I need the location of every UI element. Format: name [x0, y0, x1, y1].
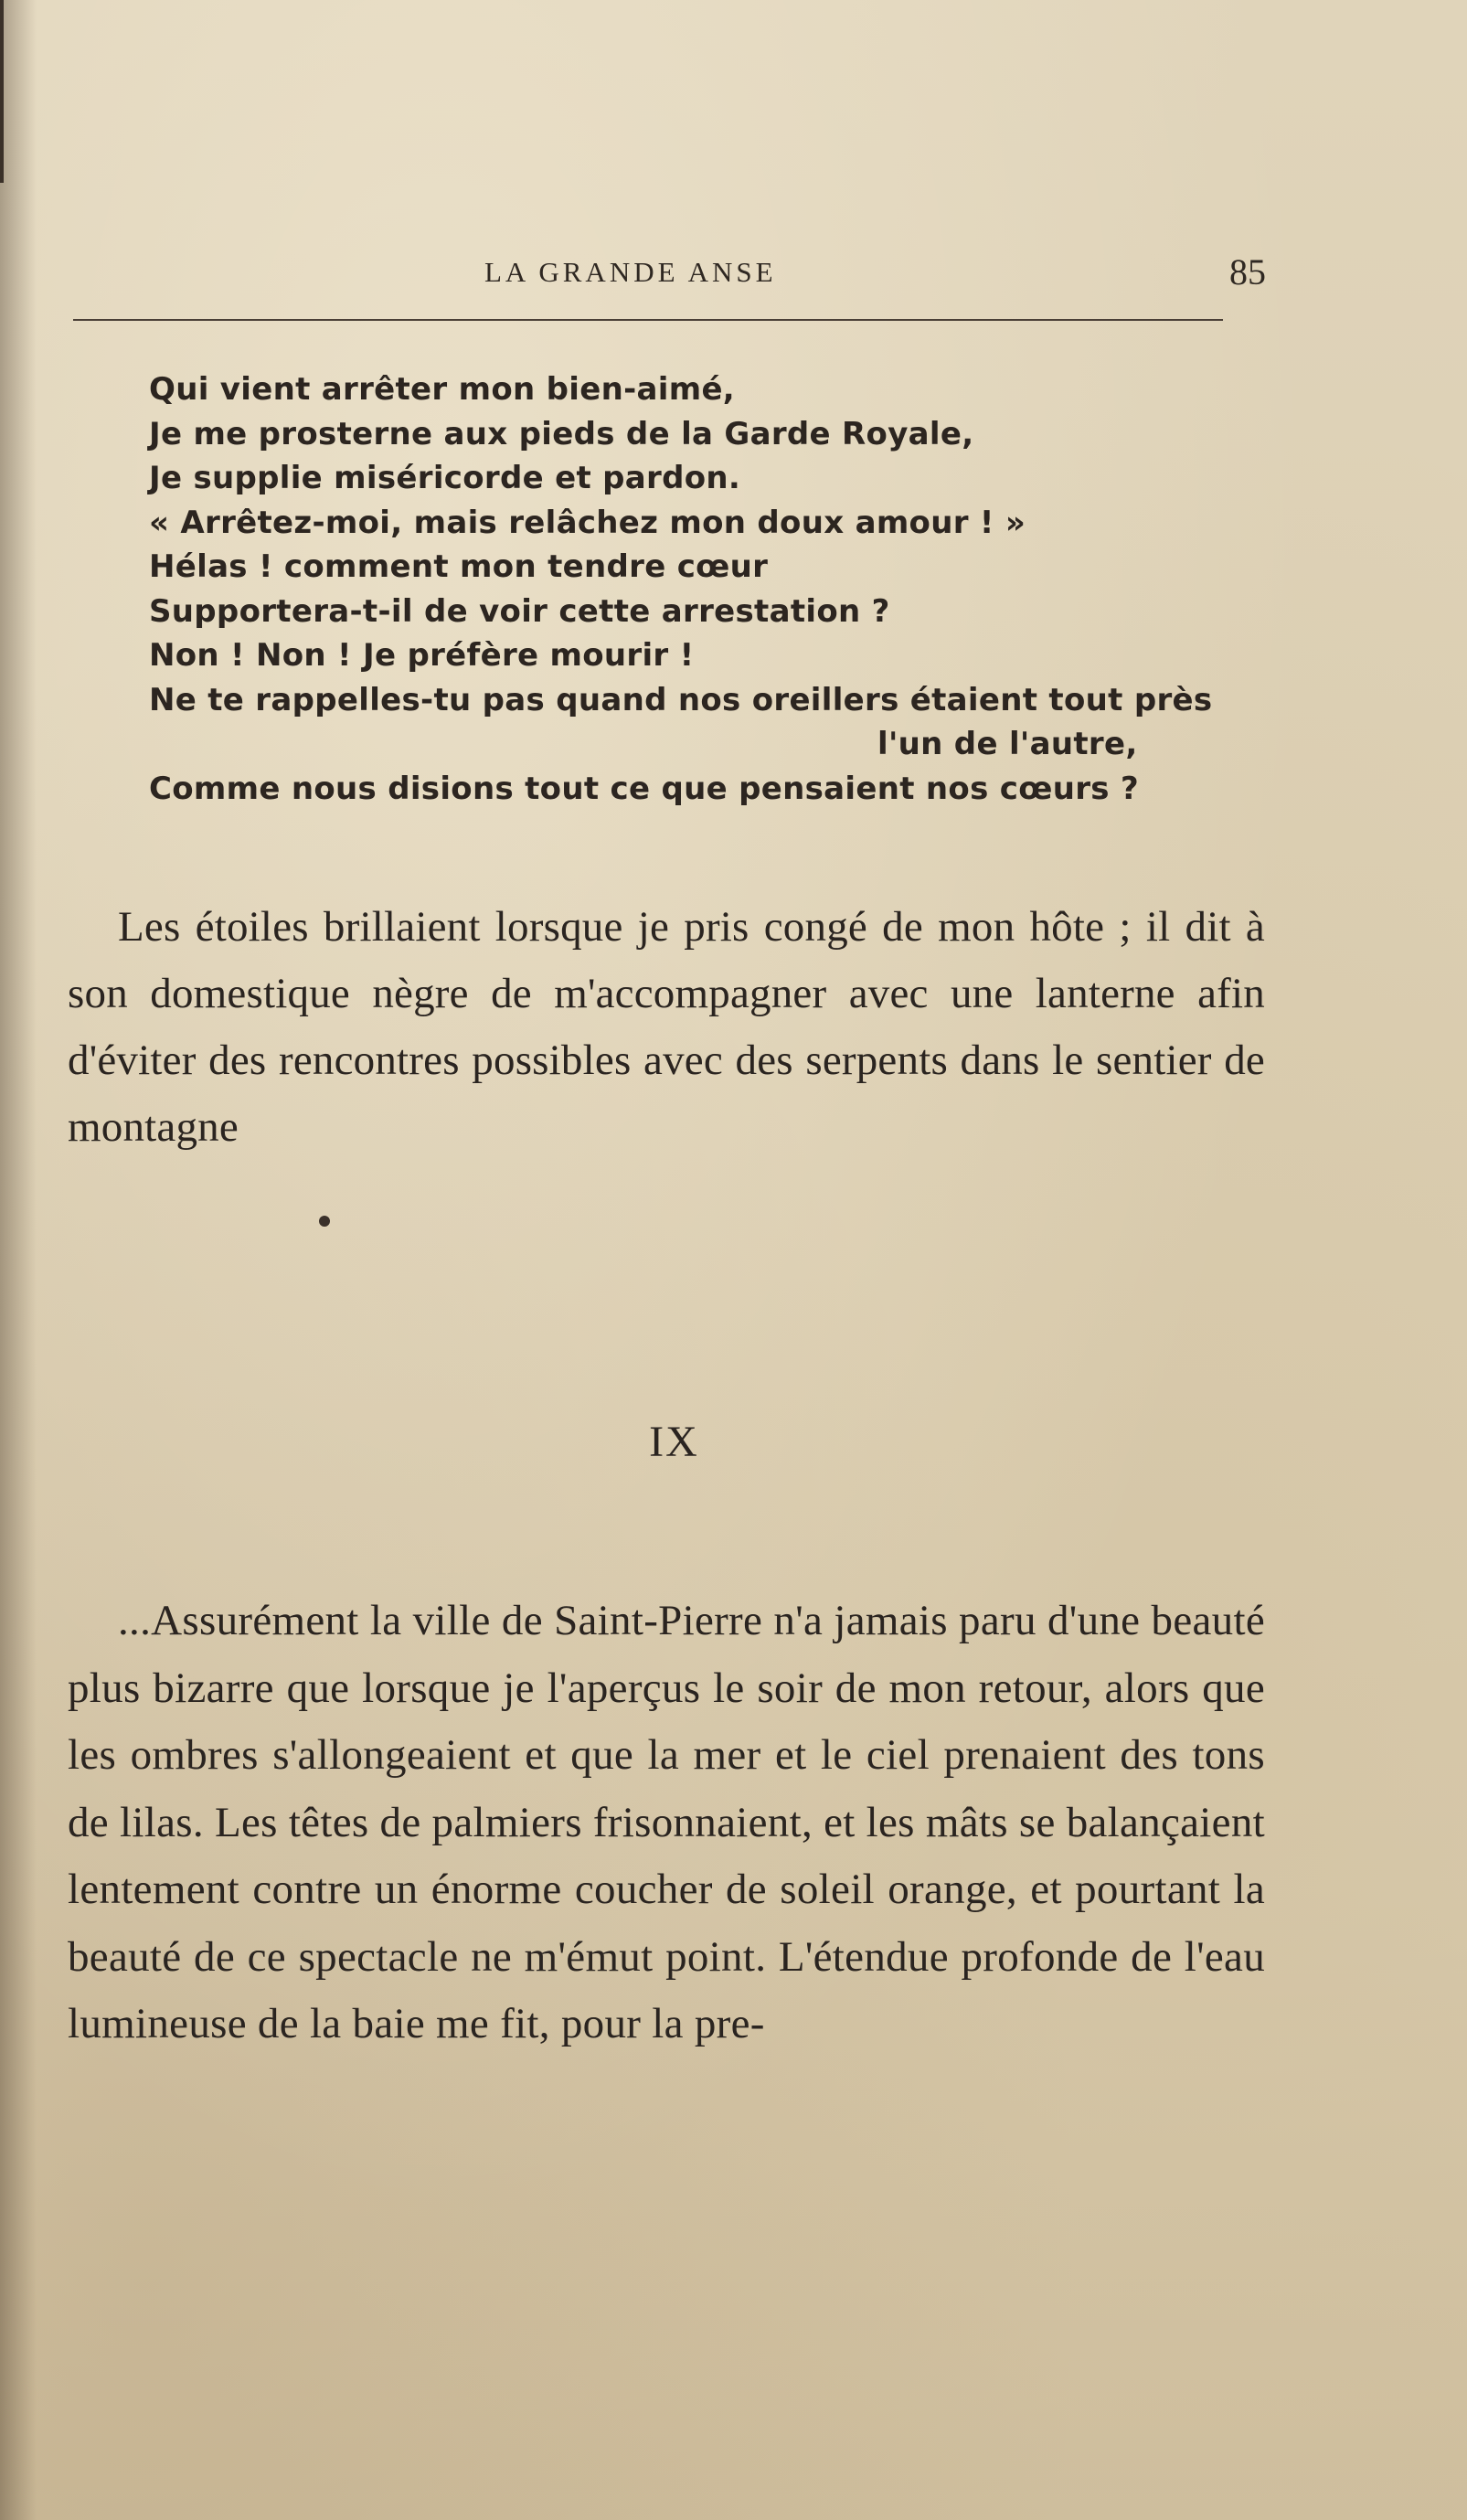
page-edge-line [0, 0, 4, 183]
poem-block [149, 367, 1273, 811]
poem-line: Ne te rappelles-tu pas quand nos oreillers étaient tout près [149, 681, 1213, 718]
paragraph-saint-pierre: ...Assurément la ville de Saint-Pierre n'a jamais paru d'une beauté plus bizarre que lorsque je l'aperçus le soir de mon retour, alors que les ombres s'allongeaient et que la mer et le ciel prenaient des tons de lilas. Les têtes de palmiers frisonnaient, et les mâts se balançaient lentement contre un énorme coucher de soleil orange, et pourtant la beauté de ce spectacle ne m'émut point. L'étendue profonde de l'eau lumineuse de la baie me fit, pour la pre- [68, 1597, 1265, 2047]
poem-line: Je me prosterne aux pieds de la Garde Royale, [149, 415, 974, 452]
poem-line: Qui vient arrêter mon bien-aimé, [149, 371, 736, 408]
page-edge-shadow [0, 0, 37, 2520]
poem-line: Comme nous disions tout ce que pensaient nos cœurs ? [149, 770, 1139, 807]
poem-line: Supportera-t-il de voir cette arrestation ? [149, 592, 890, 630]
poem-line: « Arrêtez-moi, mais relâchez mon doux amour ! » [149, 504, 1026, 541]
paragraph-stars: Les étoiles brillaient lorsque je pris congé de mon hôte ; il dit à son domestique nègre de m'accompagner avec une lanterne afin d'éviter des rencontres possibles avec des serpents dans le sentier de montagne [68, 903, 1265, 1151]
page-number: 85 [1229, 251, 1266, 292]
poem-line: Hélas ! comment mon tendre cœur [149, 548, 769, 585]
ink-speck [319, 1216, 330, 1227]
section-heading: IX [649, 1418, 699, 1466]
poem-line: Non ! Non ! Je préfère mourir ! [149, 637, 695, 674]
poem-line: Je supplie miséricorde et pardon. [149, 460, 741, 496]
poem-line-continuation: l'un de l'autre, [877, 726, 1138, 762]
page-header [73, 251, 1266, 292]
running-title: LA GRANDE ANSE [484, 256, 777, 288]
header-rule [73, 319, 1223, 321]
